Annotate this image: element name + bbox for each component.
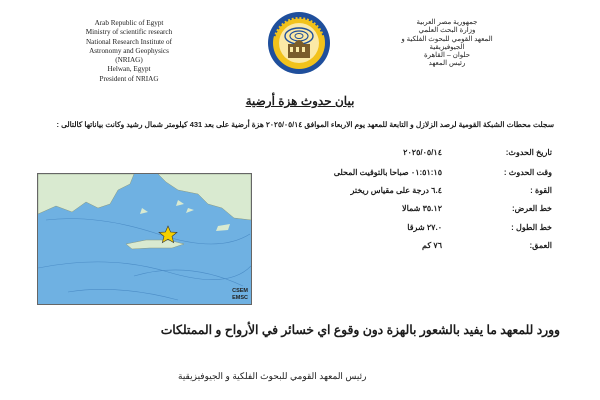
letterhead-line: المعهد القومي للبحوث الفلكية و: [401, 35, 493, 43]
letterhead-line: President of NRIAG: [99, 74, 159, 83]
letterhead-line: جمهورية مصر العربية: [416, 19, 478, 26]
detail-value: ٧٦ كم: [422, 241, 442, 250]
detail-value: ٠١:٥١:١٥ صباحا بالتوقيت المحلى: [333, 168, 442, 177]
impact-statement: وورد للمعهد ما يفيد بالشعور بالهزة دون وقوع اي خسائر في الأرواح و الممتلكات: [160, 323, 560, 337]
signature-line: رئيس المعهد القومي للبحوث الفلكية و الجيوفيزيقية: [178, 371, 367, 381]
statement-title: بيان حدوث هزة أرضية: [245, 94, 355, 108]
detail-value: ٣٥.١٢ شمالا: [402, 204, 442, 213]
detail-value: ٢٧.٠ شرقا: [407, 223, 442, 232]
detail-label: وقت الحدوث :: [503, 168, 552, 177]
intro-paragraph: سجلت محطات الشبكة القومية لرصد الزلازل و التابعة للمعهد يوم الاربعاء الموافق ٢٠٢٥/٠٥/١٤ هزة أرضية على بعد 431 كيلومتر شمال رشيد وكانت بياناتها كالتالى :: [56, 120, 554, 129]
detail-label: تاريخ الحدوث:: [505, 148, 552, 157]
map-credit-line: CSEM: [232, 288, 248, 294]
map-credit-line: EMSC: [232, 294, 248, 301]
detail-label: خط العرض:: [511, 204, 552, 213]
letterhead-line: Helwan, Egypt: [107, 65, 151, 74]
letterhead-line: Astronomy and Geophysics: [89, 46, 169, 55]
nriag-logo: [266, 10, 332, 76]
letterhead-line: Ministry of scientific research: [85, 28, 173, 37]
letterhead-line: الجيوفيزيقية: [429, 43, 465, 51]
detail-label: القوة :: [530, 186, 552, 195]
detail-label: العمق:: [529, 241, 552, 250]
letterhead-line: وزارة البحث العلمي: [418, 27, 476, 35]
epicenter-map: [37, 173, 252, 305]
letterhead-line: National Research Institute of: [85, 37, 173, 46]
letterhead-line: رئيس المعهد: [428, 60, 466, 68]
detail-value: ٢٠٢٥/٠٥/١٤: [403, 148, 442, 157]
english-letterhead: [34, 19, 224, 84]
map-graphic: [38, 174, 251, 304]
arabic-letterhead: [392, 19, 502, 69]
letterhead-line: (NRIAG): [115, 56, 143, 65]
detail-value: ٦.٤ درجة على مقياس ريختر: [350, 186, 442, 195]
letterhead-line: حلوان – القاهرة: [423, 52, 471, 60]
map-credit: [232, 288, 248, 301]
letterhead-line: Arab Republic of Egypt: [94, 19, 164, 27]
detail-label: خط الطول :: [511, 223, 552, 232]
